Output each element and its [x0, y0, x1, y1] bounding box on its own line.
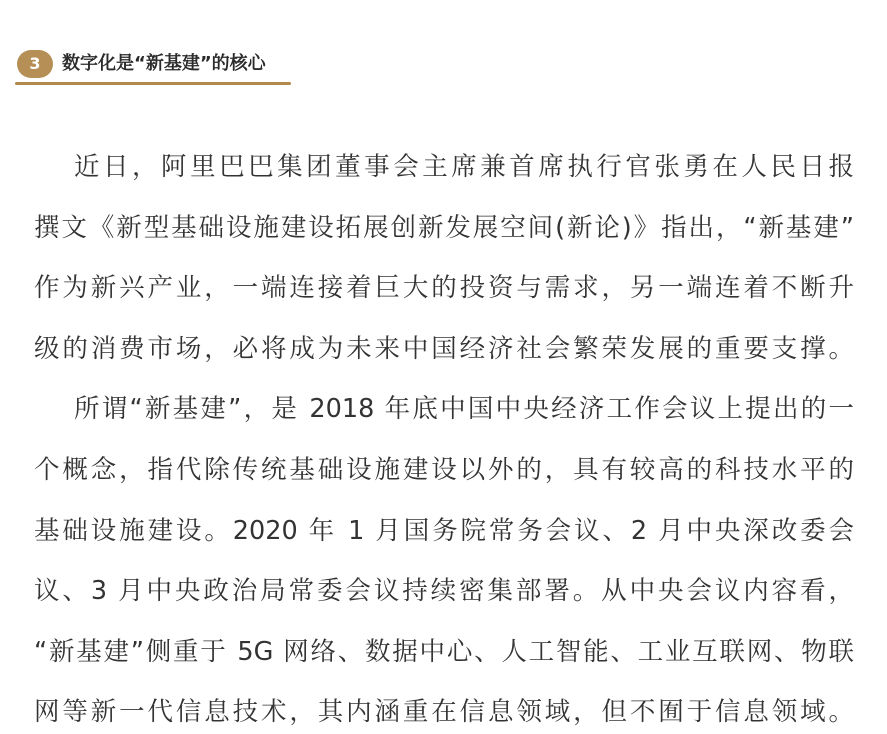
paragraph-1-line-2: 撰文《新型基础设施建设拓展创新发展空间(新论)》指出，“新基建” — [34, 212, 854, 243]
article-body — [34, 145, 854, 734]
paragraph-2-line-2: 个概念，指代除传统基础设施建设以外的，具有较高的科技水平的 — [34, 454, 854, 485]
paragraph-2-line-5: “新基建”侧重于 5G 网络、数据中心、人工智能、工业互联网、物联 — [34, 636, 854, 667]
paragraph-1-line-3: 作为新兴产业，一端连接着巨大的投资与需求，另一端连着不断升 — [34, 273, 854, 304]
paragraph-2-line-3: 基础设施建设。2020 年 1 月国务院常务会议、2 月中央深改委会 — [34, 515, 854, 546]
paragraph-2-line-6: 网等新一代信息技术，其内涵重在信息领域，但不囿于信息领域。 — [34, 697, 854, 728]
paragraph-2-line-4: 议、3 月中央政治局常委会议持续密集部署。从中央会议内容看， — [34, 576, 854, 607]
section-title: 数字化是“新基建”的核心 — [62, 53, 266, 74]
section-number-badge: 3 — [17, 50, 53, 78]
paragraph-1-line-1: 近日，阿里巴巴集团董事会主席兼首席执行官张勇在人民日报 — [74, 152, 854, 182]
section-header-underline — [15, 82, 291, 85]
paragraph-2-line-1: 所谓“新基建”，是 2018 年底中国中央经济工作会议上提出的一 — [74, 394, 854, 425]
section-header — [15, 46, 293, 86]
paragraph-1-line-4: 级的消费市场，必将成为未来中国经济社会繁荣发展的重要支撑。 — [34, 333, 854, 364]
